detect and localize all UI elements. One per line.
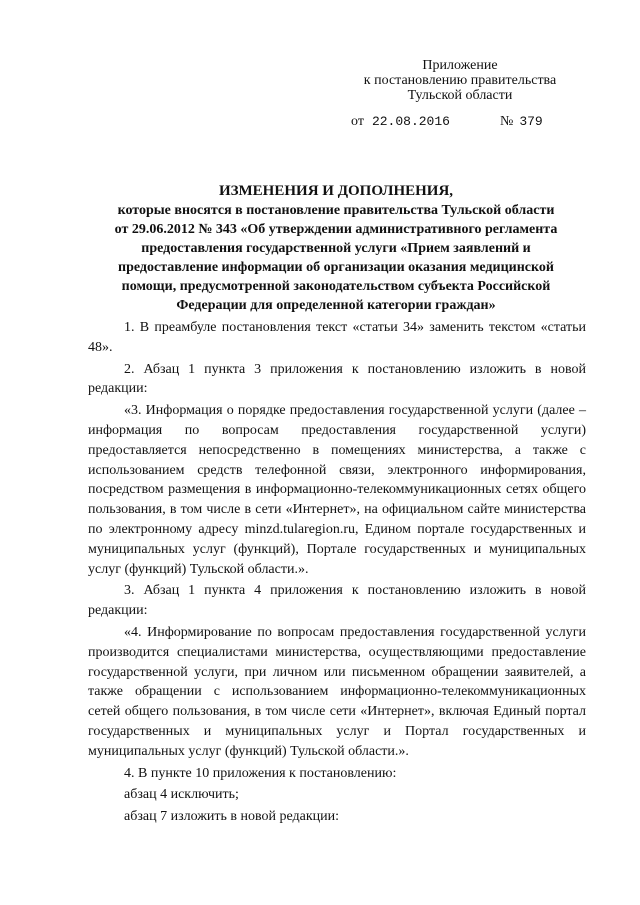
title-heading: ИЗМЕНЕНИЯ И ДОПОЛНЕНИЯ, [218, 183, 454, 199]
resolution-date: 22.08.2016 [371, 114, 450, 129]
number-label: № [499, 114, 514, 129]
appendix-label: Приложение [422, 58, 498, 73]
appendix-region: Тульской области [407, 88, 513, 103]
resolution-date-number [351, 114, 543, 130]
title-line: предоставления государственной услуги «Прием заявлений и [141, 241, 531, 256]
title-line: Федерации для определенной категории граждан» [176, 298, 496, 313]
appendix-header [330, 58, 590, 103]
document-body [88, 318, 586, 827]
paragraph-subitem: абзац 7 изложить в новой редакции: [124, 809, 340, 825]
paragraph-subitem: абзац 4 исключить; [124, 787, 239, 803]
title-line: которые вносятся в постановление правительства Тульской области [117, 203, 555, 218]
document-title [88, 182, 584, 315]
paragraph-item-3: 3. Абзац 1 пункта 4 приложения к постановлению изложить в новой редакции: [88, 583, 586, 619]
appendix-resolution-ref: к постановлению правительства [363, 73, 557, 88]
title-line: от 29.06.2012 № 343 «Об утверждении административного регламента [114, 222, 558, 237]
title-line: помощи, предусмотренной законодательством субъекта Российской [121, 279, 551, 294]
title-line: предоставление информации об организации оказания медицинской [118, 260, 554, 275]
paragraph-item-4: 4. В пункте 10 приложения к постановлению: [124, 765, 397, 781]
paragraph-quote-3: «3. Информация о порядке предоставления государственной услуги (далее – информация по вопросам предоставления государственной услуги) предоставляется непосредственно в помещениях министерства, а также с использованием средств телефонной связи, электронного информирования, посредством размещения в информационно-телекоммуникационных сетях общего пользования, в том числе в сети «Интернет», на официальном сайте министерства по электронному адресу minzd.tularegion.ru, Едином портале государственных и муниципальных услуг (функций), Портале государственных и муниципальных услуг (функций) Тульской области.». [88, 403, 586, 577]
paragraph-item-2: 2. Абзац 1 пункта 3 приложения к постановлению изложить в новой редакции: [88, 361, 586, 397]
from-label: от [351, 114, 364, 129]
paragraph-item-1: 1. В преамбуле постановления текст «статьи 34» заменить текстом «статьи 48». [88, 320, 586, 355]
resolution-number: 379 [519, 114, 543, 129]
paragraph-quote-4: «4. Информирование по вопросам предоставления государственной услуги производится специалистами министерства, осуществляющими предоставление государственной услуги, при личном или письменном обращении заявителей, а также обращении с использованием информационно-телекоммуникационных сетей общего пользования, в том числе сети «Интернет», включая Единый портал государственных и муниципальных услуг и Портал государственных и муниципальных услуг (функций) Тульской области.». [88, 624, 586, 759]
